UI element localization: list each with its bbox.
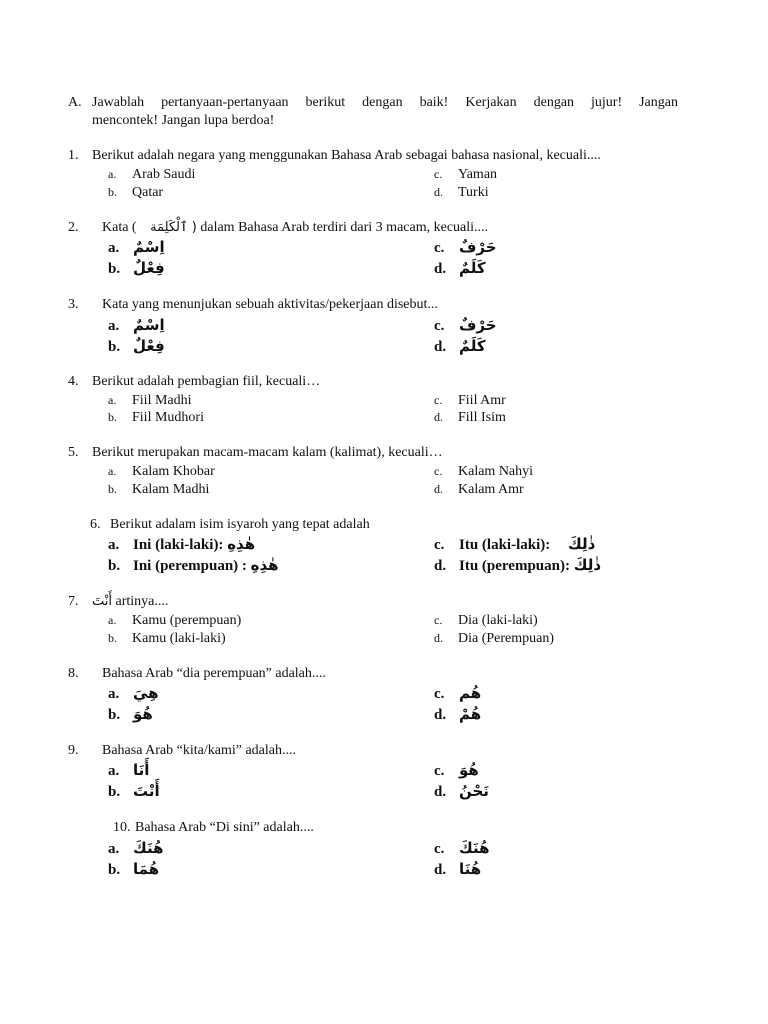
question-text: Berikut adalah negara yang menggunakan Bahasa Arab sebagai bahasa nasional, kecuali.... (92, 148, 601, 163)
question-text: Bahasa Arab “dia perempuan” adalah.... (102, 666, 326, 681)
option-d[interactable]: d. Turki (434, 185, 489, 200)
option-d[interactable]: d. Fill Isim (434, 410, 506, 425)
option-d[interactable]: d. Kalam Amr (434, 482, 524, 497)
question-7 (68, 593, 168, 611)
option-a[interactable]: a. أَنَا (108, 761, 150, 779)
option-a[interactable]: a. Kalam Khobar (108, 464, 215, 479)
question-number: 1. (68, 148, 79, 163)
instruction-line-1: A. Jawablah pertanyaan-pertanyaan berikut dengan baik! Kerjakan dengan jujur! Jangan (68, 95, 678, 110)
question-text: Berikut adalah pembagian fiil, kecuali… (92, 374, 321, 389)
option-b[interactable]: b. Kalam Madhi (108, 482, 210, 497)
question-1 (68, 147, 601, 165)
option-a[interactable]: a. Arab Saudi (108, 167, 196, 182)
option-b[interactable]: b. فِعْلٌ (108, 337, 165, 355)
option-a[interactable]: a. Fiil Madhi (108, 393, 192, 408)
option-b[interactable]: b. Qatar (108, 185, 164, 200)
question-number: 3. (68, 297, 79, 312)
question-3 (68, 296, 438, 314)
instruction-line-2: mencontek! Jangan lupa berdoa! (92, 113, 275, 128)
option-a[interactable]: a. اِسْمٌ (108, 238, 165, 256)
option-a[interactable]: a. هِيَ (108, 684, 159, 702)
option-b[interactable]: b. Ini (perempuan) : هٰذِهِ (108, 556, 279, 574)
option-b[interactable]: b. هُمَا (108, 860, 160, 878)
question-10 (113, 819, 314, 837)
option-d[interactable]: d. Dia (Perempuan) (434, 631, 555, 646)
question-text: Berikut merupakan macam-macam kalam (kalimat), kecuali… (92, 445, 443, 460)
question-text-pre: Kata ( (102, 220, 137, 235)
option-d[interactable]: d. كَلَمٌ (434, 337, 486, 355)
option-c[interactable]: c. حَرْفٌ (434, 316, 497, 334)
option-b[interactable]: b. Kamu (laki-laki) (108, 631, 226, 646)
option-b[interactable]: b. هُوَ (108, 705, 153, 723)
question-9 (68, 742, 296, 760)
instruction-label: A. (68, 95, 82, 110)
question-number: 5. (68, 445, 79, 460)
option-a[interactable]: a. هُنَكَ (108, 839, 164, 857)
option-c[interactable]: c. Kalam Nahyi (434, 464, 534, 479)
question-number: 6. (90, 517, 101, 532)
option-d[interactable]: d. كَلَمٌ (434, 259, 486, 277)
question-text: Bahasa Arab “Di sini” adalah.... (135, 820, 314, 835)
option-d[interactable]: d. هُنَا (434, 860, 482, 878)
question-8 (68, 665, 326, 683)
option-d[interactable]: d. Itu (perempuan): ذٰلِكَ (434, 556, 602, 574)
arabic-term: أَنْتَ (92, 594, 112, 609)
question-number: 4. (68, 374, 79, 389)
question-text: Bahasa Arab “kita/kami” adalah.... (102, 743, 296, 758)
question-number: 9. (68, 743, 79, 758)
question-number: 8. (68, 666, 79, 681)
question-text: artinya.... (115, 594, 169, 609)
question-text-post: dalam Bahasa Arab terdiri dari 3 macam, kecuali.... (200, 220, 489, 235)
option-a[interactable]: a. اِسْمٌ (108, 316, 165, 334)
option-c[interactable]: c. حَرْفٌ (434, 238, 497, 256)
option-c[interactable]: c. Fiil Amr (434, 393, 506, 408)
question-number: 10. (113, 820, 131, 835)
option-c[interactable]: c. Yaman (434, 167, 498, 182)
question-5 (68, 444, 443, 462)
option-b[interactable]: b. Fiil Mudhori (108, 410, 204, 425)
question-text: Berikut adalam isim isyaroh yang tepat adalah (110, 517, 370, 532)
option-a[interactable]: a. Ini (laki-laki): هٰذِهِ (108, 535, 256, 553)
option-c[interactable]: c. هُوَ (434, 761, 479, 779)
option-a[interactable]: a. Kamu (perempuan) (108, 613, 242, 628)
option-d[interactable]: d. نَحْنُ (434, 782, 489, 800)
option-c[interactable]: c. هُنَكَ (434, 839, 490, 857)
question-2 (68, 219, 488, 237)
option-c[interactable]: c. Dia (laki-laki) (434, 613, 538, 628)
question-number: 7. (68, 594, 79, 609)
option-d[interactable]: d. هُمْ (434, 705, 482, 723)
question-number: 2. (68, 220, 79, 235)
option-b[interactable]: b. فِعْلٌ (108, 259, 165, 277)
arabic-term: ( ٱلْكَلِمَة (150, 220, 197, 235)
option-c[interactable]: c. هُم (434, 684, 482, 702)
question-6 (90, 516, 370, 534)
option-c[interactable]: c. Itu (laki-laki): ذٰلِكَ (434, 535, 596, 553)
option-b[interactable]: b. أَنْتَ (108, 782, 160, 800)
question-text: Kata yang menunjukan sebuah aktivitas/pekerjaan disebut... (102, 297, 438, 312)
question-4 (68, 373, 320, 391)
instruction-block (68, 94, 678, 130)
